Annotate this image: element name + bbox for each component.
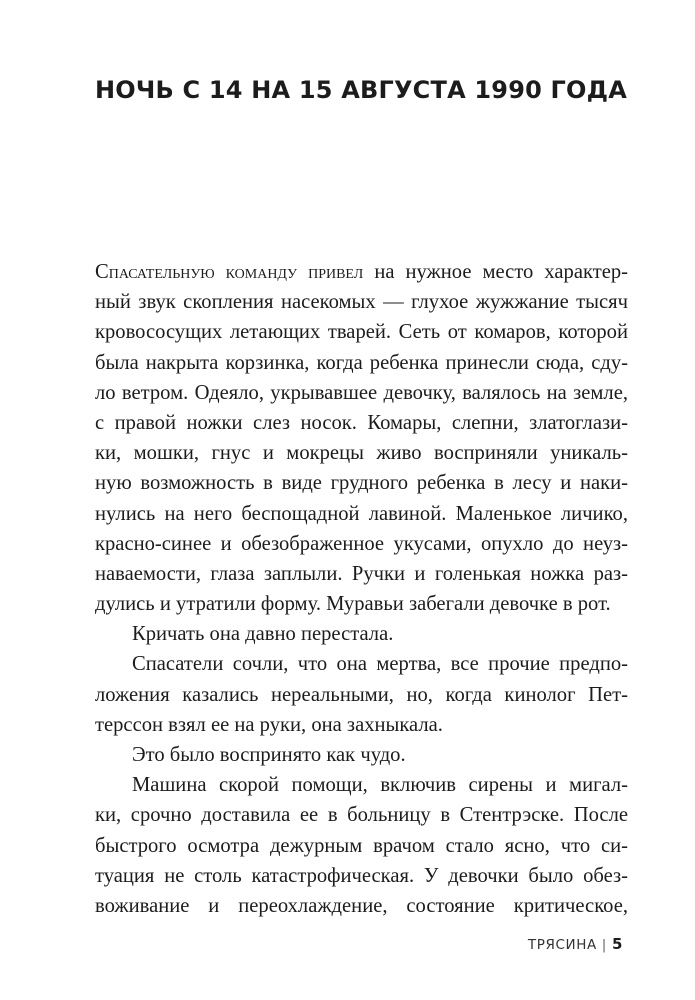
lead-smallcaps: Спасательную команду привел <box>95 261 364 283</box>
body-text <box>95 257 628 921</box>
page-footer <box>528 935 623 953</box>
text-line: ло ветром. Одеяло, укрывавшее девочку, валялось на земле, <box>95 381 628 404</box>
text-line: с правой ножки слез носок. Комары, слепни, златоглази- <box>95 411 628 434</box>
text-line: кровососущих летающих тварей. Сеть от комаров, которой <box>95 321 628 344</box>
chapter-title: НОЧЬ С 14 НА 15 АВГУСТА 1990 ГОДА <box>95 76 627 104</box>
text-line: воживание и переохлаждение, состояние критическое, <box>95 894 628 917</box>
text-line-rest: на нужное место характер- <box>363 261 628 283</box>
text-line: терссон взял ее на руки, она захныкала. <box>95 713 443 736</box>
running-title: ТРЯСИНА <box>527 937 597 953</box>
text-line: была накрыта корзинка, когда ребенка принесли сюда, сду- <box>95 351 628 374</box>
text-line: ки, срочно доставила ее в больницу в Стентрэске. После <box>95 804 628 827</box>
text-line: туация не столь катастрофическая. У девочки было обез- <box>95 864 628 887</box>
text-line: нулись на него беспощадной лавиной. Маленькое личико, <box>95 502 628 525</box>
text-line: Это было воспринято как чудо. <box>132 744 406 766</box>
text-line: красно-синее и обезображенное укусами, опухло до неуз- <box>95 532 628 555</box>
text-line <box>95 257 628 287</box>
text-line: быстрого осмотра дежурным врачом стало ясно, что си- <box>95 834 628 857</box>
text-line: ный звук скопления насекомых — глухое жужжание тысяч <box>95 291 628 314</box>
text-line: ную возможность в виде грудного ребенка в лесу и наки- <box>95 472 628 495</box>
text-line: Спасатели сочли, что она мертва, все прочие предпо- <box>132 653 628 676</box>
text-line: ложения казались нереальными, но, когда кинолог Пет- <box>95 683 628 706</box>
text-line: наваемости, глаза заплыли. Ручки и голенькая ножка раз- <box>95 562 628 585</box>
text-line: Машина скорой помощи, включив сирены и мигал- <box>132 774 628 797</box>
footer-separator: | <box>601 937 607 953</box>
page-number: 5 <box>611 935 623 953</box>
text-line: Кричать она давно перестала. <box>132 623 394 646</box>
text-line: дулись и утратили форму. Муравьи забегали девочке в рот. <box>95 593 611 616</box>
text-line: ки, мошки, гнус и мокрецы живо восприняли уникаль- <box>95 442 628 465</box>
